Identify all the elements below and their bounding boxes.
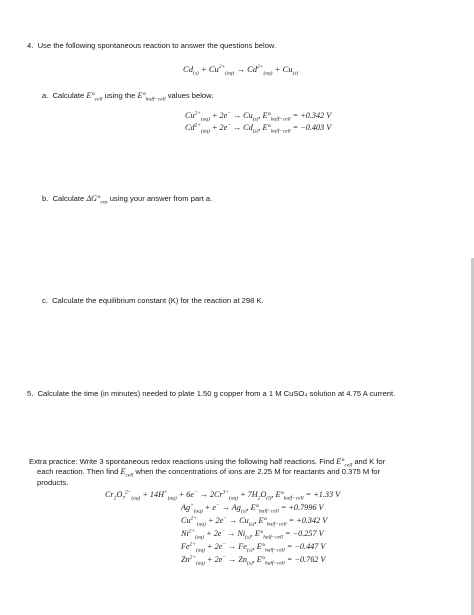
extra-half-reaction-2: $Ag^+_{(aq)} + e^- \to Ag_{(s)}$, $E^\circ_{half-cell} = +0.7996$ V: [181, 502, 324, 515]
e-cell-symbol: $E^\circ_{cell}$: [86, 91, 103, 103]
q4-number: 4.: [27, 41, 34, 50]
extra-half-reaction-4: $Ni^{2+}_{(aq)} + 2e^- \to Ni_{(s)}$, $E^\circ_{half-cell} = -0.257$ V: [181, 528, 324, 541]
q4a-label: a.: [42, 91, 49, 100]
q5-prompt: 5. Calculate the time (in minutes) needed to plate 1.50 g copper from a 1 M CuSO₄ solution at 4.75 A current.: [27, 389, 396, 398]
q4-heading: [27, 41, 276, 50]
extra-half-reaction-5: $Fe^{2+}_{(aq)} + 2e^- \to Fe_{(s)}$, $E^\circ_{half-cell} = -0.447$ V: [181, 541, 326, 554]
e-half-cell-symbol: $E^\circ_{half-cell}$: [137, 91, 166, 103]
q4a-half-reaction-1: $Cu^{2+}_{(aq)} + 2e^- \to Cu_{(s)}$, $E^\circ_{half-cell} = +0.342$ V: [185, 110, 332, 123]
q4b-prompt: b. Calculate $\Delta G^\circ_{rxn}$ using your answer from part a.: [42, 194, 213, 206]
delta-g-symbol: $\Delta G^\circ_{rxn}$: [86, 194, 108, 206]
q4c-label: c.: [42, 296, 48, 305]
extra-line-1: Extra practice: Write 3 spontaneous redox reactions using the following half reactions. Find $E^\circ_{cell}$ and K for: [29, 457, 386, 469]
q4-reaction: $Cd_{(s)} + Cu^{2+}_{(aq)} \to Cd^{2+}_{(aq)} + Cu_{(s)}$: [183, 64, 299, 77]
extra-half-reaction-3: $Cu^{2+}_{(aq)} + 2e^- \to Cu_{(s)}$, $E^\circ_{half-cell} = +0.342$ V: [181, 515, 328, 528]
q5-number: 5.: [27, 389, 34, 398]
extra-half-reaction-1: $Cr_2O_7^{2-}_{(aq)} + 14H^+_{(aq)} + 6e^- \to 2Cr^{3+}_{(aq)} + 7H_2O_{(l)}$, $E^\circ_{half-cell} = +1.33$ V: [105, 489, 341, 502]
q4b-label: b.: [42, 194, 49, 203]
q4a-half-reaction-2: $Cd^{2+}_{(aq)} + 2e^- \to Cd_{(s)}$, $E^\circ_{half-cell} = -0.403$ V: [185, 122, 332, 135]
q4c-prompt: c. Calculate the equilibrium constant (K) for the reaction at 298 K.: [42, 296, 264, 305]
q4-prompt: Use the following spontaneous reaction to answer the questions below.: [37, 41, 277, 50]
extra-half-reaction-6: $Zn^{2+}_{(aq)} + 2e^- \to Zn_{(s)}$, $E^\circ_{half-cell} = -0.762$ V: [181, 554, 326, 567]
extra-line-3: products.: [37, 477, 69, 487]
q4a-prompt: a. Calculate $E^\circ_{cell}$ using the $E^\circ_{half-cell}$ values below.: [42, 91, 214, 103]
extra-line-2: each reaction. Then find $E_{cell}$ when the concentrations of ions are 2.25 M for reactants and 0.375 M for: [37, 467, 381, 480]
extra-practice-text: [29, 457, 449, 488]
